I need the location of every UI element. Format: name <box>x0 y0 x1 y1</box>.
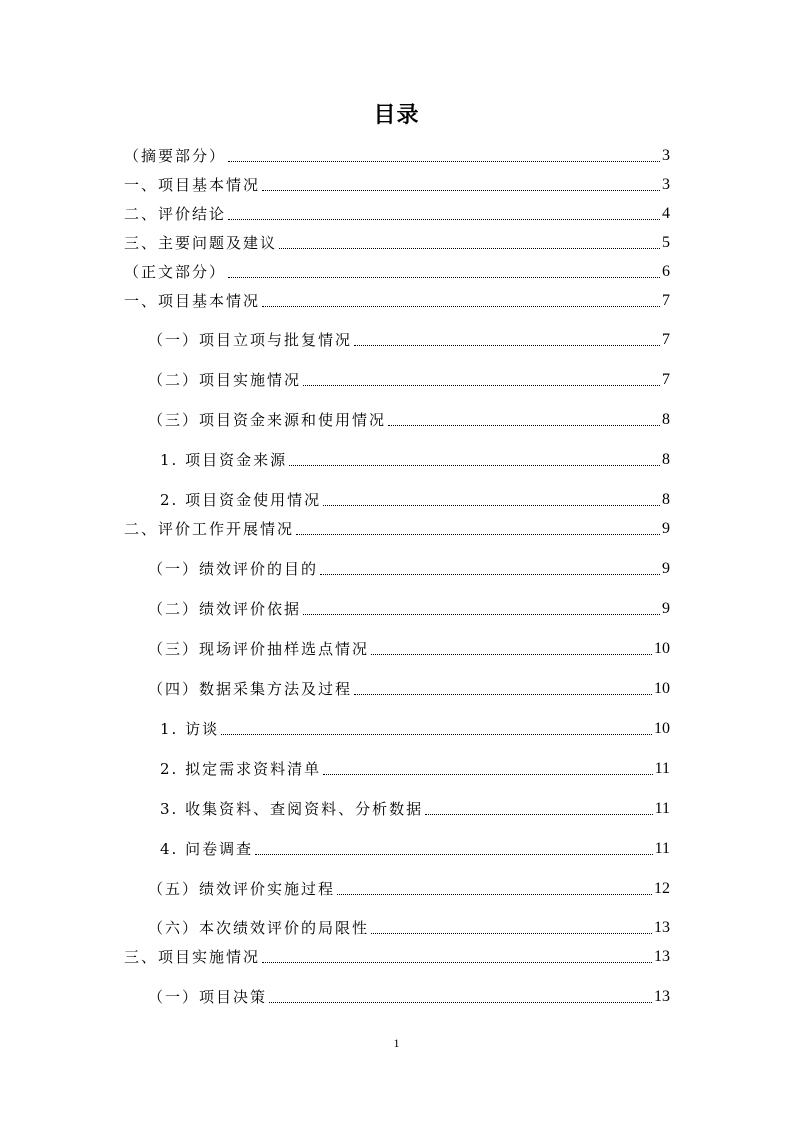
leader-dots <box>269 1002 652 1003</box>
toc-entry[interactable] <box>124 171 670 195</box>
toc-entry[interactable] <box>148 326 670 350</box>
toc-label: 1. 项目资金来源 <box>160 451 288 469</box>
leader-dots <box>279 248 660 249</box>
toc-entry[interactable] <box>148 675 670 699</box>
leader-dots <box>388 425 660 426</box>
toc-page: 9 <box>662 520 670 537</box>
toc-label: （一）项目决策 <box>148 988 268 1006</box>
leader-dots <box>354 345 660 346</box>
toc-page: 7 <box>662 292 670 309</box>
toc-entry[interactable] <box>148 595 670 619</box>
toc-entry[interactable] <box>160 795 670 819</box>
toc-entry[interactable] <box>148 635 670 659</box>
toc-label: 1. 访谈 <box>160 720 220 738</box>
leader-dots <box>289 465 660 466</box>
toc-page: 4 <box>662 205 670 222</box>
toc-entry[interactable] <box>160 835 670 859</box>
toc-label: （六）本次绩效评价的局限性 <box>148 919 370 937</box>
leader-dots <box>296 534 660 535</box>
toc-label: （一）项目立项与批复情况 <box>148 331 353 349</box>
toc-entry[interactable] <box>160 715 670 739</box>
leader-dots <box>228 219 660 220</box>
toc-page: 13 <box>654 988 670 1005</box>
toc-label: 一、项目基本情况 <box>124 292 261 310</box>
toc-page: 7 <box>662 371 670 388</box>
toc-page: 6 <box>662 263 670 280</box>
toc-page: 9 <box>662 600 670 617</box>
toc-page: 10 <box>654 640 670 657</box>
toc-page: 8 <box>662 491 670 508</box>
toc-page: 10 <box>654 680 670 697</box>
toc-label: 三、主要问题及建议 <box>124 234 278 252</box>
toc-entry[interactable] <box>148 406 670 430</box>
leader-dots <box>303 614 660 615</box>
toc-entry[interactable] <box>160 446 670 470</box>
toc-label: （二）绩效评价依据 <box>148 600 302 618</box>
toc-page: 9 <box>662 560 670 577</box>
toc-label: 一、项目基本情况 <box>124 176 261 194</box>
leader-dots <box>228 277 660 278</box>
toc-label: （正文部分） <box>124 263 227 281</box>
toc-label: （摘要部分） <box>124 147 227 165</box>
leader-dots <box>228 161 660 162</box>
toc-page: 11 <box>654 800 670 817</box>
leader-dots <box>371 933 652 934</box>
leader-dots <box>337 894 652 895</box>
toc-label: （一）绩效评价的目的 <box>148 560 319 578</box>
toc-entry[interactable] <box>124 515 670 539</box>
toc-page: 13 <box>654 919 670 936</box>
toc-label: 二、评价工作开展情况 <box>124 520 295 538</box>
toc-entry-abstract[interactable] <box>124 142 670 166</box>
leader-dots <box>255 854 653 855</box>
toc-page: 11 <box>654 840 670 857</box>
toc-page: 13 <box>654 948 670 965</box>
toc-entry[interactable] <box>148 555 670 579</box>
toc-entry[interactable] <box>124 943 670 967</box>
toc-label: 4. 问卷调查 <box>160 840 254 858</box>
toc-label: 2. 项目资金使用情况 <box>160 491 322 509</box>
leader-dots <box>371 654 652 655</box>
leader-dots <box>323 505 660 506</box>
toc-page: 5 <box>662 234 670 251</box>
leader-dots <box>262 962 652 963</box>
toc-entry[interactable] <box>148 914 670 938</box>
toc-page: 8 <box>662 411 670 428</box>
toc-title: 目录 <box>373 103 420 128</box>
leader-dots <box>303 385 660 386</box>
toc-entry[interactable] <box>160 486 670 510</box>
toc-page: 3 <box>662 147 670 164</box>
leader-dots <box>221 734 652 735</box>
toc-entry[interactable] <box>160 755 670 779</box>
toc-entry[interactable] <box>148 366 670 390</box>
toc-label: 二、评价结论 <box>124 205 227 223</box>
toc-page: 8 <box>662 451 670 468</box>
toc-page: 12 <box>654 880 670 897</box>
toc-entry[interactable] <box>124 287 670 311</box>
toc-entry-main-text[interactable] <box>124 258 670 282</box>
toc-label: （五）绩效评价实施过程 <box>148 880 336 898</box>
toc-entry[interactable] <box>148 983 670 1007</box>
toc-label: 3. 收集资料、查阅资料、分析数据 <box>160 800 424 818</box>
leader-dots <box>262 190 660 191</box>
toc-label: 三、项目实施情况 <box>124 948 261 966</box>
toc-entry[interactable] <box>148 875 670 899</box>
leader-dots <box>320 574 660 575</box>
toc-label: （三）项目资金来源和使用情况 <box>148 411 387 429</box>
toc-entry[interactable] <box>124 229 670 253</box>
toc-page: 3 <box>662 176 670 193</box>
leader-dots <box>262 306 660 307</box>
leader-dots <box>354 694 652 695</box>
leader-dots <box>425 814 653 815</box>
toc-entry[interactable] <box>124 200 670 224</box>
toc-page: 7 <box>662 331 670 348</box>
toc-label: 2. 拟定需求资料清单 <box>160 760 322 778</box>
toc-label: （三）现场评价抽样选点情况 <box>148 640 370 658</box>
leader-dots <box>323 774 653 775</box>
toc-label: （四）数据采集方法及过程 <box>148 680 353 698</box>
toc-page: 11 <box>654 760 670 777</box>
toc-page: 10 <box>654 720 670 737</box>
page-number: 1 <box>393 1036 400 1050</box>
toc-label: （二）项目实施情况 <box>148 371 302 389</box>
